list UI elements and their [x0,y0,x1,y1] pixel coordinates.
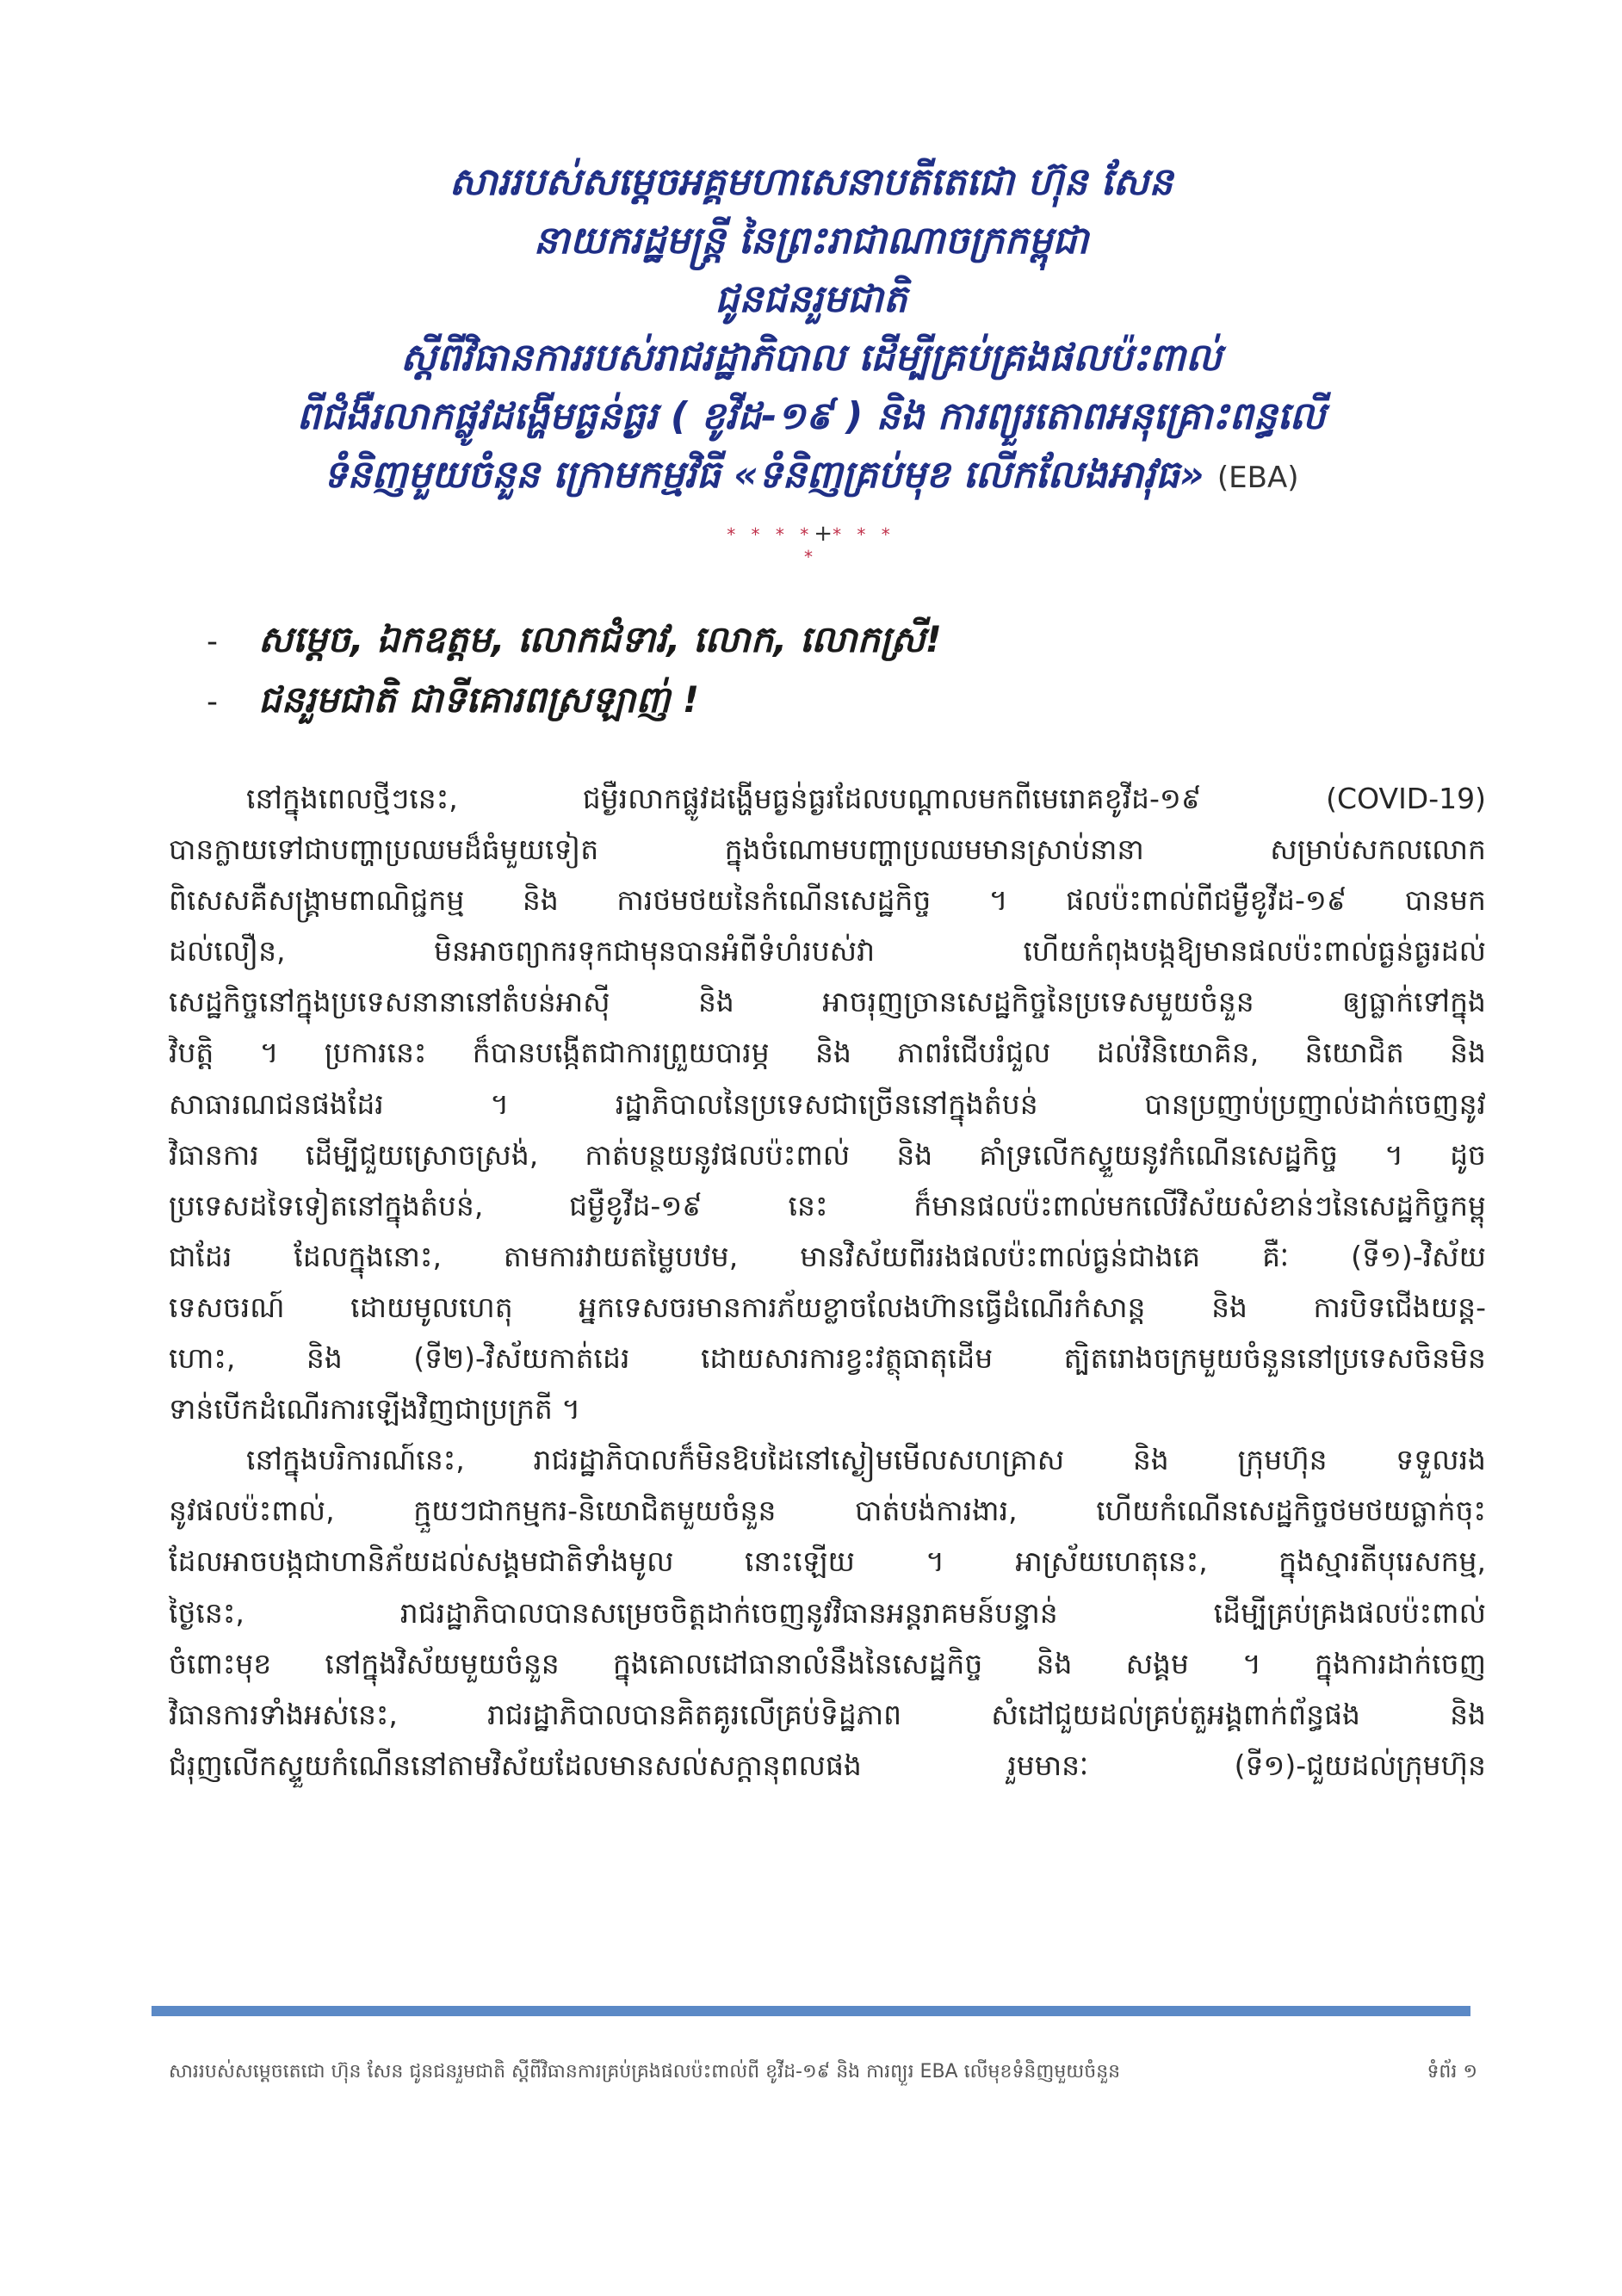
page-number: ទំព័រ ១ [1427,2061,1477,2082]
list-dash: - [207,684,218,720]
title-ornament [725,521,897,567]
salutation-text: សម្ដេច, ឯកឧត្តម, លោកជំទាវ, លោក, លោកស្រី! [258,618,942,660]
footer-text: សាររបស់សម្ដេចតេជោ ហ៊ុន សែន ជូនជនរួមជាតិ ស្ដីពីវិធានការគ្រប់គ្រងផលប៉ះពាល់ពី ខូវីដ-១៩ និង ការព្យួរ EBA លើមុខទំនិញមួយចំនួន [169,2061,1121,2082]
text-line: សាធារណជនផងដែរ ។ រដ្ឋាភិបាលនៃប្រទេសជាច្រើននៅក្នុងតំបន់ បានប្រញាប់ប្រញាល់ដាក់ចេញនូវ [169,1086,1486,1121]
text-line: វិធានការ ដើម្បីជួយស្រោចស្រង់, កាត់បន្ថយនូវផលប៉ះពាល់ និង គាំទ្រលើកស្ទួយនូវកំណើនសេដ្ឋកិច្ច ។ ដូច [169,1137,1486,1172]
page-footer [169,2059,1477,2087]
text-line: ពិសេសគឺសង្គ្រាមពាណិជ្ជកម្ម និង ការថមថយនៃកំណើនសេដ្ឋកិច្ច ។ ផលប៉ះពាល់ពីជម្ងឺខូវីដ-១៩ បានមក [169,883,1486,918]
title-line-5: ពីជំងឺរលាកផ្លូវដង្ហើមធ្ងន់ធ្ងរ ( ខូវីដ-១៩ ) និង ការព្យួរតោពអនុគ្រោះពន្ធលើ [296,394,1326,438]
text-line: វិធានការទាំងអស់នេះ, រាជរដ្ឋាភិបាលបានគិតគូរលើគ្រប់ទិដ្ឋភាព សំដៅជួយដល់គ្រប់តួអង្គពាក់ព័ន្ធផង និង [169,1697,1486,1731]
text-line: ហោះ, និង (ទី២)-វិស័យកាត់ដេរ ដោយសារការខ្វះវត្ថុធាតុដើម ត្បិតរោងចក្រមួយចំនួននៅប្រទេសចិនមិន [169,1341,1486,1376]
ornament-stars-right: * * * * [804,524,895,567]
text-line: ទាន់បើកដំណើរការឡើងវិញជាប្រក្រតី ។ [169,1392,581,1426]
list-dash: - [207,624,218,659]
salutation-item [207,677,1412,737]
title-line-6-main: ទំនិញមួយចំនួន ក្រោមកម្មវិធី «ទំនិញគ្រប់មុខ លើកលែងអាវុធ» [323,453,1204,497]
paragraph-2 [169,1434,1486,1791]
text-line: ជំរុញលើកស្ទួយកំណើននៅតាមវិស័យដែលមានសល់សក្ដានុពលផង រួមមានៈ (ទី១)-ជួយដល់ក្រុមហ៊ុន [169,1748,1486,1782]
text-line: ទេសចរណ៍ ដោយមូលហេតុ អ្នកទេសចរមានការភ័យខ្លាចលែងហ៊ានធ្វើដំណើរកំសាន្ត និង ការបិទជើងយន្ត- [169,1290,1486,1324]
footer-rule [152,2006,1470,2016]
salutation-item [207,616,1412,677]
text-line: ប្រទេសដទៃទៀតនៅក្នុងតំបន់, ជម្ងឺខូវីដ-១៩ នេះ ក៏មានផលប៉ះពាល់មកលើវិស័យសំខាន់ៗនៃសេដ្ឋកិច្ចកម្ពុ [169,1188,1486,1222]
title-line-4: ស្ដីពីវិធានការរបស់រាជរដ្ឋាភិបាល ដើម្បីគ្រប់គ្រងផលប៉ះពាល់ [400,336,1222,380]
title-line-6 [172,446,1450,507]
salutations [207,616,1412,737]
title-line-3: ជូនជនរួមជាតិ [715,277,907,321]
document-title [172,153,1450,507]
ornament-stars-left: * * * * [727,524,814,545]
salutation-text: ជនរួមជាតិ ជាទីគោរពស្រឡាញ់ ! [258,678,700,721]
text-line: វិបត្តិ ។ ប្រការនេះ ក៏បានបង្កើតជាការព្រួយបារម្ភ និង ភាពរំជើបរំជួល ដល់វិនិយោគិន, និយោជិត និង [169,1036,1486,1070]
ornament-plus: + [814,521,833,547]
title-line-1: សាររបស់សម្ដេចអគ្គមហាសេនាបតីតេជោ ហ៊ុន សែន [449,160,1173,204]
text-line: ជាដែរ ដែលក្នុងនោះ, តាមការវាយតម្លៃបឋម, មានវិស័យពីររងផលប៉ះពាល់ធ្ងន់ជាងគេ គឺៈ (ទី១)-វិស័យ [169,1239,1486,1273]
paragraph-1 [169,773,1486,1434]
text-line: នៅក្នុងពេលថ្មីៗនេះ, ជម្ងឺរលាកផ្លូវដង្ហើមធ្ងន់ធ្ងរដែលបណ្ដាលមកពីមេរោគខូវីដ-១៩ (COVID-19) [246,782,1486,815]
text-line: ថ្ងៃនេះ, រាជរដ្ឋាភិបាលបានសម្រេចចិត្តដាក់ចេញនូវវិធានអន្តរាគមន៍បន្ទាន់ ដើម្បីគ្រប់គ្រងផលប៉ះពាល់ [169,1595,1486,1630]
text-line: នៅក្នុងបរិការណ៍នេះ, រាជរដ្ឋាភិបាលក៏មិនឱបដៃនៅស្ងៀមមើលសហគ្រាស និង ក្រុមហ៊ុន ទទួលរង [246,1443,1486,1477]
title-eba: (EBA) [1216,461,1299,495]
text-line: ដែលអាចបង្កជាហានិភ័យដល់សង្គមជាតិទាំងមូល នោះឡើយ ។ អាស្រ័យហេតុនេះ, ក្នុងស្មារតីបុរេសកម្ម, [169,1544,1486,1579]
body-text [169,773,1486,1791]
title-line-2: នាយករដ្ឋមន្ត្រី នៃព្រះរាជាណាចក្រកម្ពុជា [533,219,1089,263]
text-line: នូវផលប៉ះពាល់, ក្មួយៗជាកម្មករ-និយោជិតមួយចំនួន បាត់បង់ការងារ, ហើយកំណើនសេដ្ឋកិច្ចថមថយធ្លាក់ចុះ [169,1494,1486,1528]
text-line: ចំពោះមុខ នៅក្នុងវិស័យមួយចំនួន ក្នុងគោលដៅធានាលំនឹងនៃសេដ្ឋកិច្ច និង សង្គម ។ ក្នុងការដាក់ចេញ [169,1646,1486,1680]
text-line: សេដ្ឋកិច្ចនៅក្នុងប្រទេសនានានៅតំបន់អាស៊ី និង អាចរុញច្រានសេដ្ឋកិច្ចនៃប្រទេសមួយចំនួន ឲ្យធ្លាក់ទៅក្នុង [169,985,1486,1019]
text-line: ដល់លឿន, មិនអាចព្យាករទុកជាមុនបានអំពីទំហំរបស់វា ហើយកំពុងបង្កឱ្យមានផលប៉ះពាល់ធ្ងន់ធ្ងរដល់ [169,934,1486,969]
text-line: បានក្លាយទៅជាបញ្ហាប្រឈមដ៏ធំមួយទៀត ក្នុងចំណោមបញ្ហាប្រឈមមានស្រាប់នានា សម្រាប់សកលលោក [169,832,1486,867]
